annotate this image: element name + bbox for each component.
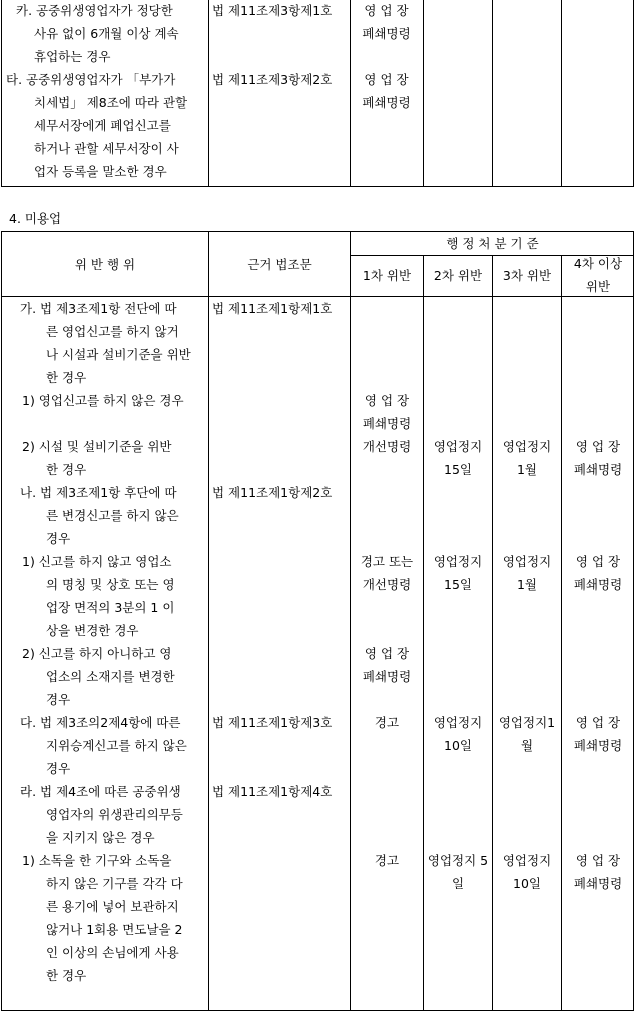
table-row: 1) 신고를 하지 않고 영업소 의 명칭 및 상호 또는 영 업장 면적의 3분의 1 이 상을 변경한 경우 bbox=[22, 554, 175, 638]
table-row: 나. 법 제3조제1항 후단에 따 른 변경신고를 하지 않은 경우 bbox=[20, 485, 179, 546]
table-continuation bbox=[1, 0, 634, 187]
law-article: 법 제11조제3항제1호 bbox=[212, 3, 333, 18]
penalty-1st: 경고 또는 개선명령 bbox=[360, 554, 414, 592]
penalty-3rd: 영업정지1 월 bbox=[498, 715, 556, 753]
section-title: 4. 미용업 bbox=[9, 211, 62, 226]
header-1st: 1차 위반 bbox=[362, 268, 412, 283]
penalty-table bbox=[1, 231, 634, 1011]
penalty-3rd: 영업정지 1월 bbox=[502, 554, 552, 592]
penalty-2nd: 영업정지 5 일 bbox=[427, 853, 489, 891]
table-row: 다. 법 제3조의2제4항에 따른 지위승계신고를 하지 않은 경우 bbox=[20, 715, 187, 776]
header-law: 근거 법조문 bbox=[247, 257, 312, 272]
table-row: 1) 소독을 한 기구와 소독을 하지 않은 기구를 각각 다 른 용기에 넣어 보관하지 않거나 1회용 면도날을 2 인 이상의 손님에게 사용 한 경우 bbox=[22, 853, 183, 983]
penalty-1st: 개선명령 bbox=[362, 439, 412, 454]
penalty-1st: 영 업 장 폐쇄명령 bbox=[362, 646, 412, 684]
header-2nd: 2차 위반 bbox=[433, 268, 483, 283]
penalty-1st: 경고 bbox=[374, 853, 400, 868]
law-article: 법 제11조제1항제2호 bbox=[212, 485, 333, 500]
law-article: 법 제11조제1항제3호 bbox=[212, 715, 333, 730]
violation-text: 세무서장에게 폐업신고를 bbox=[34, 118, 171, 133]
violation-text: 카. 공중위생영업자가 정당한 bbox=[16, 3, 173, 18]
table-row bbox=[6, 68, 204, 183]
table-row: 2) 신고를 하지 아니하고 영 업소의 소재지를 변경한 경우 bbox=[22, 646, 175, 707]
penalty-4th: 영 업 장 폐쇄명령 bbox=[573, 853, 623, 891]
penalty-1st: 경고 bbox=[374, 715, 400, 730]
penalty-1st: 영 업 장 폐쇄명령 bbox=[362, 72, 411, 110]
penalty-3rd: 영업정지 1월 bbox=[502, 439, 552, 477]
penalty-1st: 영 업 장 폐쇄명령 bbox=[362, 393, 412, 431]
penalty-2nd: 영업정지 15일 bbox=[433, 439, 483, 477]
penalty-4th: 영 업 장 폐쇄명령 bbox=[573, 554, 623, 592]
violation-text: 치세법」 제8조에 따라 관할 bbox=[34, 95, 188, 110]
header-3rd: 3차 위반 bbox=[502, 268, 552, 283]
violation-text: 타. 공중위생영업자가 「부가가 bbox=[6, 72, 176, 87]
violation-text: 사유 없이 6개월 이상 계속 bbox=[34, 26, 179, 41]
violation-text: 휴업하는 경우 bbox=[34, 49, 111, 64]
table-row bbox=[6, 0, 204, 68]
penalty-4th: 영 업 장 폐쇄명령 bbox=[573, 715, 623, 753]
table-row: 라. 법 제4조에 따른 공중위생 영업자의 위생관리의무등 을 지키지 않은 경우 bbox=[20, 784, 183, 845]
penalty-1st: 영 업 장 폐쇄명령 bbox=[362, 3, 411, 41]
violation-text: 하거나 관할 세무서장이 사 bbox=[34, 141, 179, 156]
header-4th: 4차 이상 위반 bbox=[573, 256, 623, 294]
penalty-3rd: 영업정지 10일 bbox=[502, 853, 552, 891]
violation-text: 업자 등록을 말소한 경우 bbox=[34, 164, 167, 179]
header-violation: 위 반 행 위 bbox=[74, 257, 136, 272]
table-row: 가. 법 제3조제1항 전단에 따 른 영업신고를 하지 않거 나 시설과 설비기준을 위반 한 경우 bbox=[20, 301, 191, 385]
law-article: 법 제11조제1항제4호 bbox=[212, 784, 333, 799]
table-row: 1) 영업신고를 하지 않은 경우 bbox=[22, 393, 184, 408]
table-row: 2) 시설 및 설비기준을 위반 한 경우 bbox=[22, 439, 172, 477]
penalty-2nd: 영업정지 10일 bbox=[433, 715, 483, 753]
law-article: 법 제11조제1항제1호 bbox=[212, 301, 333, 316]
law-article: 법 제11조제3항제2호 bbox=[212, 72, 333, 87]
header-standard: 행 정 처 분 기 준 bbox=[446, 236, 539, 251]
penalty-2nd: 영업정지 15일 bbox=[433, 554, 483, 592]
penalty-4th: 영 업 장 폐쇄명령 bbox=[573, 439, 623, 477]
